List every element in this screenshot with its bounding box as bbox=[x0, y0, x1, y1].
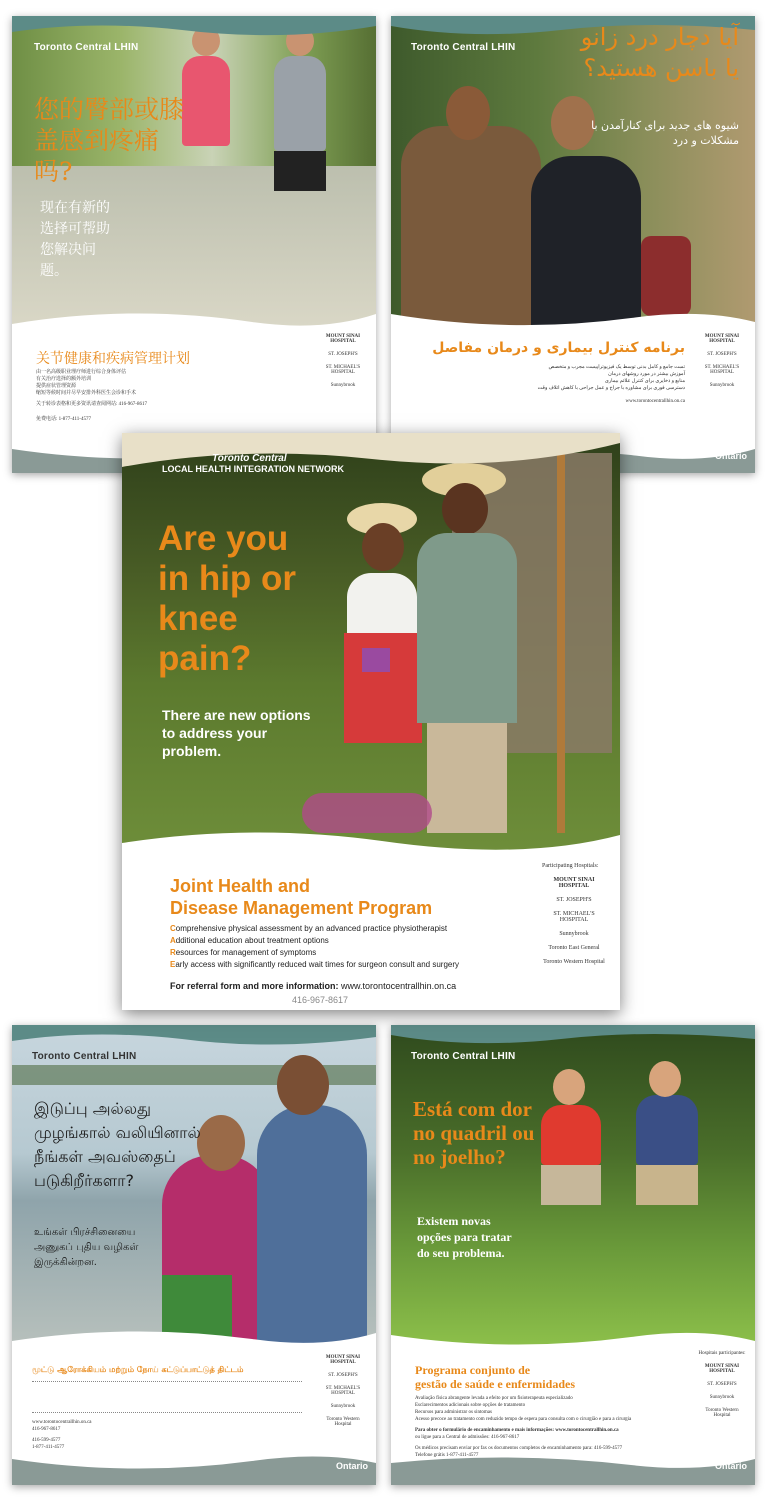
detail-line: تست جامع و کامل بدنی توسط یک فیزیوتراپیست مجرب و متخصص bbox=[548, 365, 685, 370]
subheadline: 现在有新的选择可帮助您解决问题。 bbox=[40, 200, 110, 279]
hospital-logo: Sunnybrook bbox=[330, 1404, 356, 1409]
referral-url[interactable]: www.torontocentrallhin.on.ca bbox=[341, 981, 457, 991]
headline: Está com dor no quadril ou no joelho? bbox=[413, 1097, 535, 1169]
brand-line: LOCAL HEALTH INTEGRATION NETWORK bbox=[162, 464, 344, 474]
ontario-logo: Ontario bbox=[714, 1461, 747, 1471]
hospital-logo: Sunnybrook bbox=[330, 383, 356, 388]
detail-line: آموزش بیشتر در مورد روشهای درمان bbox=[608, 372, 685, 377]
tamil-body-text bbox=[32, 1381, 302, 1413]
hospital-logo: MOUNT SINAI HOSPITAL bbox=[325, 1355, 361, 1365]
detail-line: 由一名高级职业理疗师进行综合身体评估 bbox=[36, 370, 127, 375]
hospital-logo: ST. JOSEPH'S bbox=[707, 352, 737, 357]
headline: آیا دچار درد زانو یا باسن هستید؟ bbox=[580, 23, 739, 82]
bottom-wave bbox=[12, 1447, 376, 1485]
program-title-line: gestão de saúde e enfermidades bbox=[415, 1377, 575, 1391]
program-title bbox=[415, 1363, 575, 1391]
hospital-logo: MOUNT SINAI HOSPITAL bbox=[325, 334, 361, 344]
referral-url: www.torontocentrallhin.on.ca bbox=[625, 399, 685, 404]
program-details bbox=[445, 364, 685, 405]
photo-couple-hiking bbox=[391, 1025, 755, 1345]
hospital-logo: Toronto Western Hospital bbox=[326, 1417, 360, 1427]
referral-url: www.torontocentrallhin.on.ca bbox=[32, 1420, 92, 1425]
program-details bbox=[32, 1381, 302, 1451]
hospital-logo: Toronto Western Hospital bbox=[543, 959, 605, 965]
phone-toll-free: 1-877-411-4577 bbox=[32, 1445, 65, 1450]
hospital-logo: ST. JOSEPH'S bbox=[707, 1382, 737, 1387]
headline: Are you in hip or knee pain? bbox=[158, 519, 297, 678]
hospital-list bbox=[318, 1355, 368, 1435]
detail-line: 有关治疗选择的额外培训 bbox=[36, 377, 92, 382]
program-details bbox=[36, 369, 276, 423]
hospital-logo: ST. MICHAEL'S HOSPITAL bbox=[325, 365, 361, 375]
care-letter: C bbox=[170, 924, 176, 933]
phone-intake: 416-967-8617 bbox=[32, 1427, 61, 1432]
phone-fax: 416-599-4577 bbox=[32, 1438, 61, 1443]
care-letter: E bbox=[170, 960, 176, 969]
care-item bbox=[170, 923, 530, 935]
care-letter: A bbox=[170, 936, 176, 945]
poster-chinese bbox=[12, 16, 376, 473]
brand-logo bbox=[162, 453, 344, 474]
care-letter: R bbox=[170, 948, 176, 957]
poster-tamil bbox=[12, 1025, 376, 1485]
brand-logo: Toronto Central LHIN bbox=[32, 1051, 137, 1062]
program-title-line: Disease Management Program bbox=[170, 898, 433, 918]
bottom-wave bbox=[391, 1447, 755, 1485]
care-text: omprehensive physical assessment by an advanced practice physiotherapist bbox=[175, 924, 448, 933]
phone-number: 416-967-8617 bbox=[292, 995, 349, 1005]
hospital-list bbox=[697, 1351, 747, 1426]
ontario-logo: Ontario bbox=[335, 1461, 368, 1471]
brand-line: Toronto Central bbox=[212, 453, 287, 464]
detail-line: 缩短等候时间并尽早安排外科医生会诊和手术 bbox=[36, 391, 137, 396]
hospital-logo: ST. MICHAEL'S HOSPITAL bbox=[325, 1386, 361, 1396]
detail-line: Esclarecimentos adicionais sobre opções de tratamento bbox=[415, 1403, 526, 1408]
phone-intake: ou ligue para a Central de admissões: 416-967-8617 bbox=[415, 1435, 520, 1440]
hospital-logo: Sunnybrook bbox=[709, 383, 735, 388]
care-item bbox=[170, 959, 530, 971]
referral-label: For referral form and more information: bbox=[170, 981, 339, 991]
program-title: 关节健康和疾病管理计划 bbox=[36, 351, 190, 367]
hospital-logo: ST. JOSEPH'S bbox=[328, 1373, 358, 1378]
headline: இடுப்பு அல்லது முழங்கால் வலியினால் நீங்கள் அவஸ்தைப் படுகிறீர்களா? bbox=[34, 1099, 201, 1190]
hospitals-label: Hospitais participantes: bbox=[698, 1351, 746, 1356]
headline: 您的臀部或膝盖感到疼痛吗? bbox=[34, 95, 185, 186]
care-text: arly access with significantly reduced wait times for surgeon consult and surgery bbox=[175, 960, 460, 969]
program-title-line: Programa conjunto de bbox=[415, 1363, 531, 1377]
hospital-logo: Sunnybrook bbox=[709, 1395, 735, 1400]
phone-fax: Os médicos precisam enviar por fax os documentos completos de encaminhamento para: 416-599-4577 bbox=[415, 1446, 623, 1451]
detail-line: دسترسی فوری برای مشاوره با جراح و عمل جراحی با کاهش اتلاف وقت bbox=[537, 386, 685, 391]
subheadline: There are new options to address your problem. bbox=[162, 707, 311, 759]
subheadline: Existem novas opções para tratar do seu problema. bbox=[417, 1214, 512, 1260]
phone-toll-free: Telefone grátis 1-877-411-4577 bbox=[415, 1453, 479, 1458]
care-text: esources for management of symptoms bbox=[175, 948, 317, 957]
program-title-line: Joint Health and bbox=[170, 876, 311, 896]
poster-portuguese bbox=[391, 1025, 755, 1485]
hospital-list bbox=[542, 863, 606, 973]
subheadline: உங்கள் பிரச்சினையை அணுகப் புதிய வழிகள் இருக்கின்றன. bbox=[34, 1227, 139, 1268]
program-title: மூட்டு ஆரோக்கியம் மற்றும் நோய் கட்டுப்பாட்டுத் திட்டம் bbox=[32, 1365, 244, 1374]
brand-logo: Toronto Central LHIN bbox=[34, 42, 139, 53]
hospital-logo: MOUNT SINAI HOSPITAL bbox=[553, 877, 595, 889]
brand-logo: Toronto Central LHIN bbox=[411, 1051, 516, 1062]
ontario-logo: Ontario bbox=[714, 451, 747, 461]
referral-info: Para obter o formulário de encaminhamento e mais informações: www.torontocentrallhin.on.ca bbox=[415, 1428, 619, 1433]
hospital-logo: MOUNT SINAI HOSPITAL bbox=[704, 334, 740, 344]
detail-line: 提供症状管理资源 bbox=[36, 384, 77, 389]
hospital-logo: ST. JOSEPH'S bbox=[328, 352, 358, 357]
hospital-logo: ST. MICHAEL'S HOSPITAL bbox=[704, 365, 740, 375]
care-list bbox=[170, 923, 530, 971]
poster-farsi bbox=[391, 16, 755, 473]
detail-line: Recursos para administrar os sintomas bbox=[415, 1410, 492, 1415]
care-item bbox=[170, 935, 530, 947]
detail-line: Acesso precoce ao tratamento com reduzido tempo de espera para consulta com o cirurgião e para a cirurgia bbox=[415, 1417, 632, 1422]
hospitals-label: Participating Hospitals: bbox=[542, 863, 599, 869]
program-title bbox=[170, 875, 432, 919]
toll-free: 免费电话: 1-877-411-4577 bbox=[36, 417, 91, 422]
hospital-logo: Toronto East General bbox=[548, 945, 600, 951]
brand-logo: Toronto Central LHIN bbox=[411, 42, 516, 53]
hospital-logo: Toronto Western Hospital bbox=[705, 1408, 739, 1418]
hospital-logo: ST. MICHAEL'S HOSPITAL bbox=[553, 911, 595, 923]
referral-info: 关于转诊表格和更多资讯请查阅网站: 416-967-8617 bbox=[36, 402, 147, 407]
care-item bbox=[170, 947, 530, 959]
hospital-list bbox=[697, 334, 747, 396]
subheadline: شیوه های جدید برای کنارآمدن با مشکلات و درد bbox=[591, 119, 739, 147]
hospital-list bbox=[318, 334, 368, 396]
hospital-logo: ST. JOSEPH'S bbox=[556, 897, 592, 903]
referral-info bbox=[170, 981, 456, 991]
hospital-logo: MOUNT SINAI HOSPITAL bbox=[704, 1364, 740, 1374]
poster-english bbox=[122, 433, 620, 1010]
hospital-logo: Sunnybrook bbox=[559, 931, 589, 937]
detail-line: منابع و ذخایری برای کنترل علائم بیماری bbox=[604, 379, 685, 384]
care-text: dditional education about treatment options bbox=[175, 936, 329, 945]
program-title: برنامه کنترل بیماری و درمان مفاصل bbox=[432, 340, 685, 356]
detail-line: Avaliação física abrangente levada a efeito por um fisioterapeuta especializado bbox=[415, 1396, 573, 1401]
